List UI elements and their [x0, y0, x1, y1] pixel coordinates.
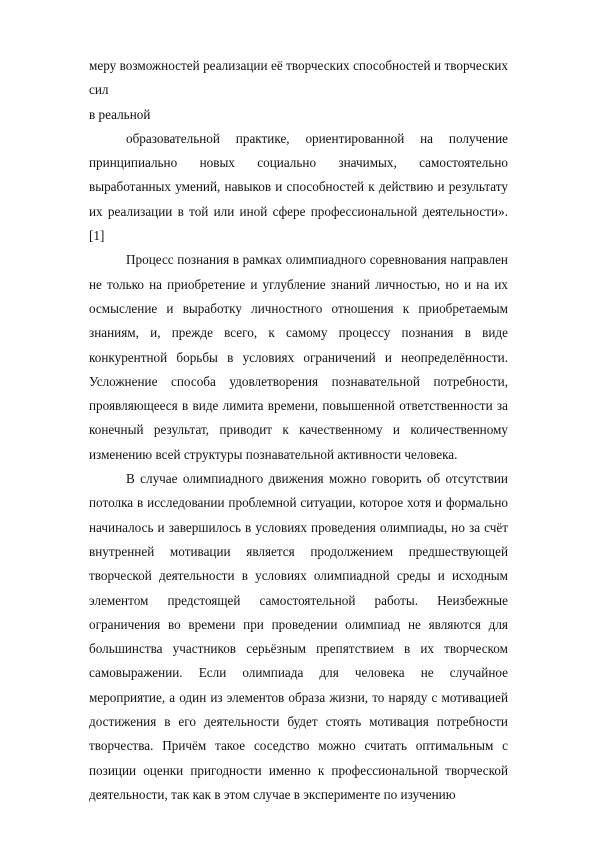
paragraph-fragment: в реальной — [89, 106, 151, 122]
paragraph: Процесс познания в рамках олимпиадного соревнования направлен не только на приобретение и углубление знаний личностью, но и на их осмысление и выработку личностного отношения к приобретаемым знаниям, и, прежде всего, к самому процессу познания в виде конкурентной борьбы в условиях ограничений и неопределённости. Усложнение способа удовлетворения познавательной потребности, проявляющееся в виде лимита времени, повышенной ответственности за конечный результат, приводит к качественному и количественному изменению всей структуры познавательной активности человека. — [89, 252, 508, 462]
paragraph: В случае олимпиадного движения можно говорить об отсутствии потолка в исследовании проблемной ситуации, которое хотя и формально начиналось и завершилось в условиях проведения олимпиады, но за счёт внутренней мотивации является продолжением предшествующей творческой деятельности в условиях олимпиадной среды и исходным элементом предстоящей самостоятельной работы. Неизбежные ограничения во времени при проведении олимпиад не являются для большинства участников серьёзным препятствием в их творческом самовыражении. Если олимпиада для человека не случайное мероприятие, а один из элементов образа жизни, то наряду с мотивацией достижения в его деятельности будет стоять мотивация потребности творчества. Причём такое соседство можно считать оптимальным с позиции оценки пригодности именно к профессиональной творческой деятельности, так как в этом случае в эксперименте по изучению — [89, 471, 508, 802]
paragraph: образовательной практике, ориентированной на получение принципиально новых социально значимых, самостоятельно выработанных умений, навыков и способностей к действию и результату их реализации в той или иной сфере профессиональной деятельности». [1] — [89, 130, 508, 244]
body-text — [89, 54, 508, 807]
paragraph-line: меру возможностей реализации её творческих способностей и творческих сил — [89, 58, 508, 98]
